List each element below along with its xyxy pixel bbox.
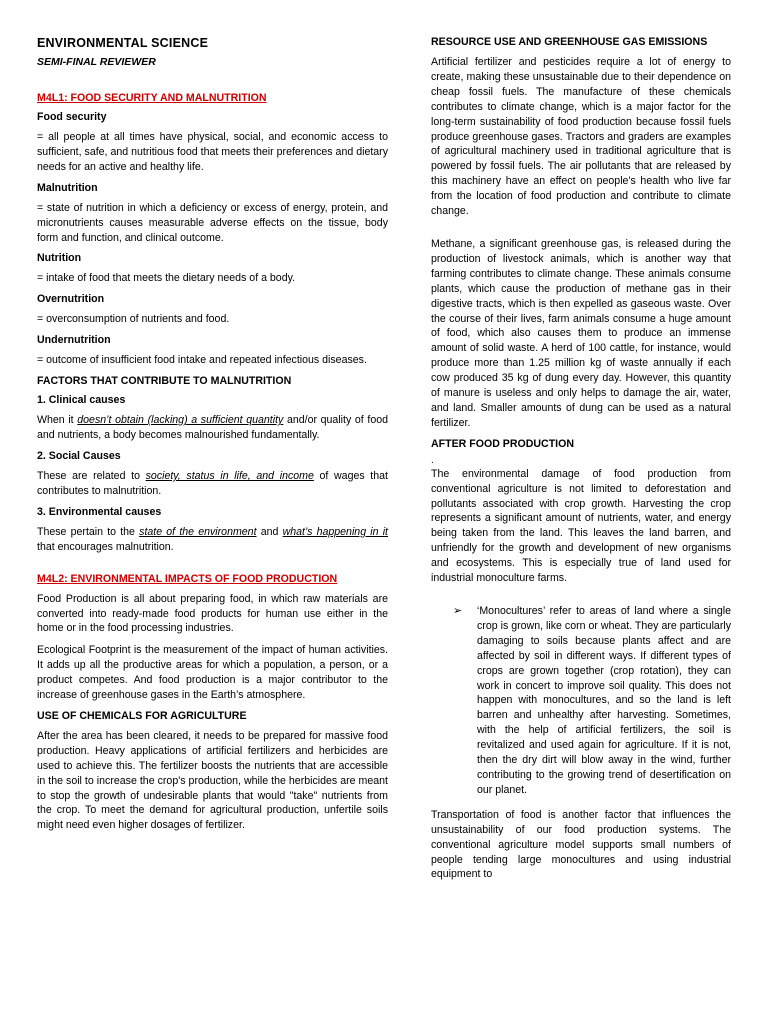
arrow-bullet-icon: ➢ xyxy=(453,605,463,617)
module-heading-m4l2: M4L2: ENVIRONMENTAL IMPACTS OF FOOD PRODUCTION xyxy=(37,572,338,585)
environmental-causes-heading: 3. Environmental causes xyxy=(37,505,162,518)
ecological-footprint-text: Ecological Footprint is the measurement of the impact of human activities. It adds up all the productive areas for which a population, a person, or a product competes. And food production is a major contributor to the increase of greenhouse gases in the Earth’s atmosphere. xyxy=(37,644,388,702)
right-column xyxy=(431,36,731,889)
happening-emphasis: what’s happening in it xyxy=(282,525,389,538)
social-causes-heading: 2. Social Causes xyxy=(37,449,121,462)
after-production-text: The environmental damage of food production from conventional agriculture is not limited to deforestation and pollutants associated with crop growth. Harvesting the crop represents a significant amount of nutrients, water, and energy being taken from the land. This leaves the land barren, and unfriendly for the growth and development of new organisms and ecosystems. This is especially true of land used for industrial monoculture farms. xyxy=(431,467,731,585)
monocultures-text: ‘Monocultures’ refer to areas of land where a single crop is grown, like corn or wheat. They are particularly damaging to soils because plants affect and are affected by soil in different ways. If different types of crops are grown together (crop rotation), they can work in concert to improve soil quality. This does not happen with monocultures, and so the land is left barren and unhealthy after harvesting. Sometimes, with the help of artificial fertilizers, the soil is revitalized and used again for agriculture. If it is not, then the dry dirt will blow away in the wind, further contributing to the growing trend of desertification on our planet. xyxy=(477,605,731,796)
resource-use-heading: RESOURCE USE AND GREENHOUSE GAS EMISSIONS xyxy=(431,36,708,48)
left-column xyxy=(37,36,388,840)
term-food-security: Food security xyxy=(37,111,107,123)
definition-malnutrition: = state of nutrition in which a deficiency or excess of energy, protein, and micronutrients causes measurable adverse effects on the tissue, body form and function, and clinical outcome. xyxy=(37,201,388,244)
monocultures-bullet xyxy=(431,604,731,798)
definition-undernutrition: = outcome of insufficient food intake and repeated infectious diseases. xyxy=(37,354,367,367)
definition-overnutrition: = overconsumption of nutrients and food. xyxy=(37,313,230,326)
chemicals-text: After the area has been cleared, it needs to be prepared for massive food production. Heavy applications of artificial fertilizers and herbicides are used to achieve this. The fertilizer boosts the nutrients that are accessible in the soil to increase the crop's production, while the herbicides are meant to stop the growth of undesirable plants that would "take" nutrients from the crop. To meet the demand for agricultural production, unfertile soils might need even higher dosages of fertilizer. xyxy=(37,729,388,832)
methane-text: Methane, a significant greenhouse gas, is released during the production of livestock animals, which is another way that farming contributes to climate change. These animals consume plants, which cause the production of methane gas in their digestive tracts, which is then expelled as gaseous waste. Over the course of their lives, farm animals consume a huge amount of food, which also causes them to produce an immense amount of solid waste. A herd of 100 cattle, for instance, would produce more than 1.25 million kg of waste annually if each cow produced 35 kg of dung every day. However, this quantity of manure is useless and only helps to damage the air, water, and land. Smaller amounts of dung can be used as a natural fertilizer. xyxy=(431,237,731,429)
social-emphasis: society, status in life, and income xyxy=(145,469,314,482)
module-heading-m4l1: M4L1: FOOD SECURITY AND MALNUTRITION xyxy=(37,92,267,104)
term-overnutrition: Overnutrition xyxy=(37,293,105,306)
document-subtitle: SEMI-FINAL REVIEWER xyxy=(37,56,156,68)
transportation-text: Transportation of food is another factor that influences the unsustainability of our food production systems. The conventional agriculture model supports small numbers of people tending large monocultures and using industrial equipment to xyxy=(431,808,731,881)
food-production-text: Food Production is all about preparing food, in which raw materials are converted into ready-made food products for human use either in the home or in the food processing industries. xyxy=(37,592,388,635)
social-causes-text: These are related to society, status in life, and income of wages that contributes to malnutrition. xyxy=(37,469,388,497)
environmental-causes-text: These pertain to the state of the environment and what’s happening in it that encourages malnutrition. xyxy=(37,525,389,553)
definition-nutrition: = intake of food that meets the dietary needs of a body. xyxy=(37,272,296,285)
clinical-emphasis: doesn’t obtain (lacking) a sufficient quantity xyxy=(77,414,284,427)
stray-dot: . xyxy=(431,454,434,466)
environment-emphasis: state of the environment xyxy=(139,525,257,538)
definition-food-security: = all people at all times have physical, social, and economic access to sufficient, safe, and nutritious food that meets their preferences and dietary needs for an active and healthy life. xyxy=(37,131,388,173)
after-production-heading: AFTER FOOD PRODUCTION xyxy=(431,437,575,450)
clinical-causes-heading: 1. Clinical causes xyxy=(37,394,126,407)
chemicals-heading: USE OF CHEMICALS FOR AGRICULTURE xyxy=(37,709,247,722)
document-title: ENVIRONMENTAL SCIENCE xyxy=(37,36,209,50)
term-malnutrition: Malnutrition xyxy=(37,181,98,194)
clinical-causes-text: When it doesn’t obtain (lacking) a sufficient quantity and/or quality of food and nutrients, a body becomes malnourished fundamentally. xyxy=(37,414,389,442)
factors-heading: FACTORS THAT CONTRIBUTE TO MALNUTRITION xyxy=(37,375,292,388)
term-undernutrition: Undernutrition xyxy=(37,334,111,347)
resource-use-text: Artificial fertilizer and pesticides require a lot of energy to create, making these unsustainable due to their dependence on cheap fossil fuels. The manufacture of these chemicals contributes to climate change, which is a major factor for the long-term sustainability of food production because fossil fuels produce greenhouse gases. Tractors and graders are examples of agricultural machinery used in traditional agriculture that is powered by fossil fuels. The air pollutants that are released by this machinery have an effect on people's health who live far from the location of food production and contribute to climate change. xyxy=(431,56,731,218)
term-nutrition: Nutrition xyxy=(37,252,82,265)
